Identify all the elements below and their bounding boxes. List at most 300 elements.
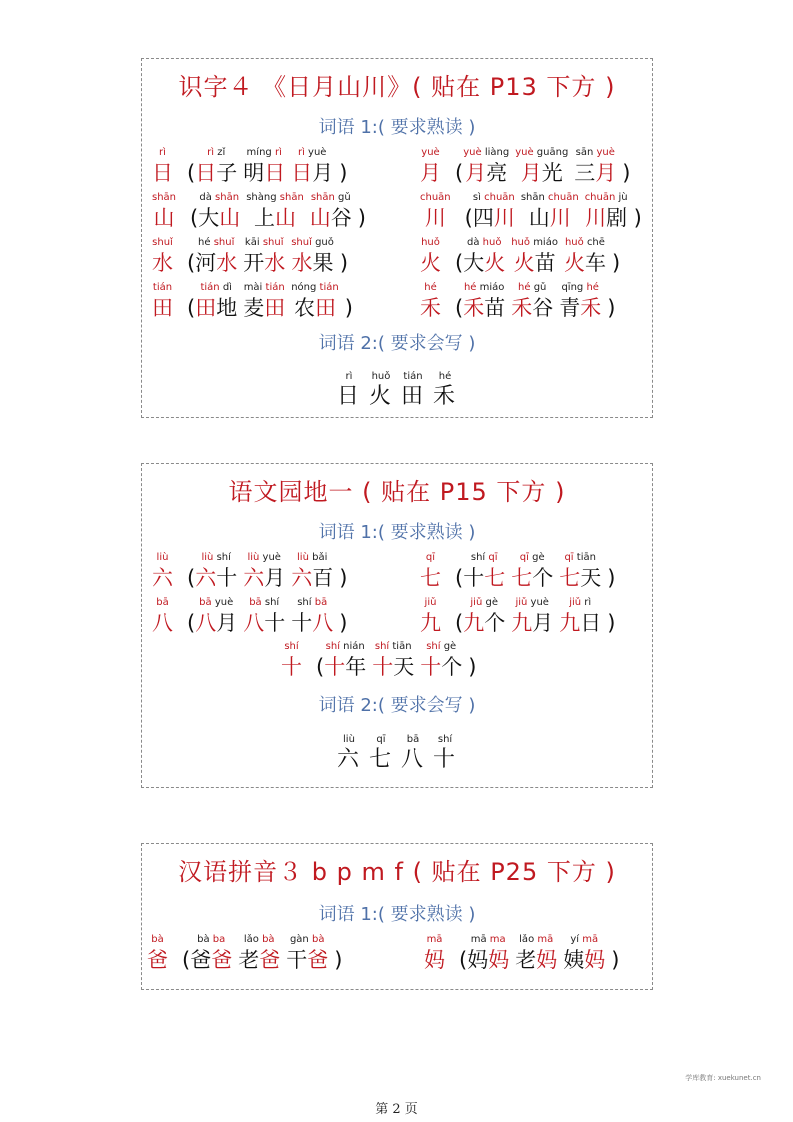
page-number: 第 2 页 [375,1102,418,1117]
hanzi: 田 [314,296,336,320]
word [563,934,605,972]
hanzi: 个 [441,655,463,679]
pinyin-syllable: liù [201,552,214,563]
write-pinyin: qī [376,734,386,745]
card-title: 识字４ 《日月山川》( 贴在 P13 下方 ) [178,73,616,101]
word [291,552,333,590]
entry [420,597,615,635]
paren-close: ) [611,948,620,972]
word-pinyin [564,552,596,564]
hanzi: 月 [595,161,617,185]
head-pinyin [152,237,173,249]
paren-open: ( [187,296,196,320]
word-hanzi [372,655,414,679]
head-hanzi [424,948,445,972]
pinyin-syllable: gè [532,552,545,563]
hanzi: 剧 [606,206,628,230]
paren-close: ) [344,296,353,320]
word-pinyin [246,192,304,204]
write-char [401,734,425,772]
word-pinyin [426,641,456,653]
word [195,552,237,590]
paren-close: ) [633,206,642,230]
hanzi: 火 [420,251,441,275]
word [511,552,553,590]
word-hanzi [195,611,237,635]
head-pinyin [425,597,437,609]
hanzi: 百 [312,566,334,590]
paren-open: ( [459,948,468,972]
pinyin-syllable: qī [564,552,574,563]
hanzi: 谷 [532,296,554,320]
hanzi: 苗 [484,296,506,320]
word-pinyin [207,147,225,159]
write-section-label: 词语 2:( 要求会写 ) [318,695,476,716]
word-pinyin [297,552,327,564]
paren-open: ( [455,611,464,635]
pinyin-syllable: jiǔ [424,597,437,608]
hanzi: 水 [264,251,286,275]
paren-close: ) [622,161,631,185]
pinyin-syllable: jù [618,192,628,203]
head-char [420,237,441,275]
pinyin-syllable: hé [586,282,599,293]
pinyin-syllable: ma [489,934,506,945]
word-hanzi [294,296,336,320]
hanzi: 妈 [467,948,489,972]
hanzi: 年 [345,655,367,679]
word-hanzi [473,206,515,230]
pinyin-syllable: bà [262,934,275,945]
write-pinyin: bā [406,734,420,745]
head-char [420,597,441,635]
word-hanzi [198,206,240,230]
hanzi: 果 [312,251,334,275]
pinyin-syllable: huǒ [564,237,584,248]
hanzi: 七 [559,566,581,590]
pinyin-syllable: liù [247,552,260,563]
paren-close: ) [339,161,348,185]
paren-close: ) [607,566,616,590]
word-hanzi [291,611,333,635]
word-pinyin [298,147,327,159]
word-hanzi [463,611,505,635]
pinyin-syllable: yuè [463,147,482,158]
word-pinyin [297,597,327,609]
write-chars [142,734,652,772]
pinyin-syllable: gǔ [533,282,547,293]
head-hanzi [152,161,173,185]
hanzi: 火 [563,251,585,275]
head-pinyin [157,552,169,564]
paren-close: ) [607,296,616,320]
head-char [152,147,173,185]
word-hanzi [292,251,334,275]
write-char [401,371,425,409]
pinyin-syllable: yuè [214,597,234,608]
hanzi: 天 [580,566,602,590]
write-hanzi: 日 [336,384,361,409]
word [195,597,237,635]
pinyin-syllable: huǒ [511,237,530,248]
word [463,237,505,275]
pinyin-syllable: jiǔ [470,597,483,608]
hanzi: 九 [559,611,581,635]
word-pinyin [199,192,239,204]
pinyin-syllable: míng [246,147,272,158]
word-pinyin [565,237,605,249]
word [467,934,509,972]
paren-open: ( [190,206,199,230]
head-pinyin [153,282,172,294]
head-pinyin [420,192,451,204]
pinyin-syllable: shàng [246,192,277,203]
pinyin-syllable: tián [152,282,173,293]
hanzi: 开 [243,251,265,275]
word-pinyin [247,147,282,159]
pinyin-syllable: bà [311,934,325,945]
hanzi: 田 [195,296,217,320]
head-hanzi [420,296,441,320]
hanzi: 八 [152,611,173,635]
entry [420,282,615,320]
hanzi: 日 [291,161,313,185]
word [559,552,601,590]
paren-open: ( [187,251,196,275]
pinyin-syllable: huǒ [421,237,440,248]
pinyin-syllable: yuè [308,147,327,158]
word-hanzi [243,251,285,275]
word [291,147,333,185]
hanzi: 十 [216,566,238,590]
hanzi: 水 [152,251,173,275]
word [238,934,280,972]
pinyin-syllable: gè [485,597,498,608]
read-section-label: 词语 1:( 要求熟读 ) [318,904,476,925]
pinyin-syllable: rì [274,147,282,158]
paren-close: ) [607,611,616,635]
hanzi: 七 [420,566,441,590]
pinyin-syllable: rì [159,147,166,158]
word-hanzi [195,251,237,275]
head-char [420,552,441,590]
pinyin-syllable: nóng [291,282,317,293]
pinyin-syllable: shí [470,552,486,563]
paren-close: ) [339,566,348,590]
hanzi: 八 [312,611,334,635]
word [511,597,553,635]
paren-open: ( [455,251,464,275]
write-char [433,371,457,409]
pinyin-syllable: sān [575,147,594,158]
head-char [152,552,173,590]
hanzi: 川 [585,206,607,230]
pinyin-syllable: lǎo [519,934,535,945]
head-hanzi [152,251,173,275]
word-hanzi [254,206,296,230]
word [463,552,505,590]
pinyin-syllable: dà [466,237,480,248]
hanzi: 四 [472,206,494,230]
head-hanzi [154,206,175,230]
paren-open: ( [455,296,464,320]
word-hanzi [243,566,285,590]
write-char [369,371,393,409]
pinyin-syllable: hé [424,282,437,293]
entry [281,641,476,679]
word-hanzi [563,948,605,972]
write-hanzi: 七 [368,747,393,772]
entry [152,552,347,590]
pinyin-syllable: miáo [533,237,558,248]
word-pinyin [569,597,591,609]
head-pinyin [151,934,163,946]
word-hanzi [463,566,505,590]
word [243,237,285,275]
head-char [420,147,441,185]
pinyin-syllable: chē [586,237,605,248]
hanzi: 姨 [563,948,585,972]
hanzi: 老 [238,948,260,972]
word-hanzi [585,206,627,230]
pinyin-syllable: shí [325,641,340,652]
write-hanzi: 八 [401,747,426,772]
pinyin-syllable: gǔ [338,192,351,203]
write-hanzi: 田 [401,384,426,409]
hanzi: 火 [484,251,506,275]
hanzi: 爸 [147,948,168,972]
head-char [424,934,445,972]
paren-close: ) [357,206,366,230]
pinyin-syllable: tián [265,282,285,293]
word-hanzi [238,948,280,972]
pinyin-syllable: shí [216,552,231,563]
word-pinyin [519,934,553,946]
hanzi: 九 [463,611,485,635]
word [372,641,414,679]
write-char [337,371,361,409]
pinyin-syllable: bǎi [312,552,328,563]
pinyin-syllable: gàn [289,934,309,945]
hanzi: 八 [243,611,265,635]
pinyin-syllable: nián [343,641,365,652]
head-hanzi [420,611,441,635]
entry [152,282,353,320]
word-hanzi [463,296,505,320]
head-pinyin [421,237,440,249]
write-hanzi: 十 [433,747,458,772]
word [521,192,579,230]
entry [420,147,631,185]
paren-open: ( [187,161,196,185]
write-hanzi: 火 [368,384,393,409]
entry [424,934,619,972]
word [511,237,558,275]
head-char [147,934,168,972]
write-section-label: 词语 2:( 要求会写 ) [318,333,476,354]
head-hanzi [152,611,173,635]
hanzi: 亮 [486,161,508,185]
pinyin-syllable: tián [319,282,339,293]
pinyin-syllable: gè [443,641,457,652]
head-char [152,282,173,320]
word-pinyin [576,147,615,159]
word-hanzi [243,611,285,635]
pinyin-syllable: tiān [392,641,412,652]
hanzi: 八 [195,611,217,635]
hanzi: 大 [198,206,220,230]
pinyin-syllable: rì [297,147,305,158]
word-hanzi [465,161,507,185]
word-pinyin [200,282,232,294]
word [243,147,285,185]
word-hanzi [243,161,285,185]
hanzi: 山 [153,206,175,230]
pinyin-syllable: zǐ [217,147,226,158]
word [515,147,568,185]
pinyin-syllable: qī [488,552,498,563]
hanzi: 日 [264,161,286,185]
word-pinyin [249,597,279,609]
word [463,597,505,635]
hanzi: 山 [275,206,296,230]
pinyin-syllable: ba [212,934,226,945]
head-pinyin [284,641,298,653]
pinyin-syllable: guǒ [315,237,334,248]
paren-close: ) [334,948,343,972]
hanzi: 月 [532,611,554,635]
pinyin-syllable: shān [215,192,240,203]
head-char [281,641,302,679]
pinyin-syllable: shān [152,192,177,203]
hanzi: 十 [291,611,313,635]
pinyin-syllable: shuǐ [213,237,235,248]
word [463,147,509,185]
hanzi: 日 [580,611,602,635]
hanzi: 月 [465,161,487,185]
word-hanzi [559,296,601,320]
paren-close: ) [339,251,349,275]
word-hanzi [521,161,563,185]
word-pinyin [198,237,234,249]
paren-open: ( [464,206,473,230]
pinyin-syllable: yuè [515,147,534,158]
word [243,597,285,635]
word-pinyin [247,552,281,564]
hanzi: 六 [152,566,173,590]
pinyin-syllable: shí [264,597,280,608]
pinyin-syllable: yuè [421,147,440,158]
word-pinyin [515,597,549,609]
word [286,934,328,972]
word-pinyin [290,934,325,946]
hanzi: 爸 [190,948,212,972]
word [243,282,285,320]
write-chars [142,371,652,409]
word-pinyin [520,552,545,564]
pinyin-syllable: jiǔ [569,597,582,608]
word-hanzi [514,251,556,275]
hanzi: 禾 [420,296,441,320]
hanzi: 十 [372,655,394,679]
card-rimoshanchuan [141,58,653,418]
card-yuwenyuandi [141,463,653,788]
head-hanzi [420,251,441,275]
hanzi: 河 [195,251,217,275]
paren-close: ) [611,251,621,275]
word-hanzi [564,251,606,275]
hanzi: 爸 [307,948,329,972]
word [473,192,515,230]
head-hanzi [147,948,168,972]
pinyin-syllable: shān [279,192,304,203]
hanzi: 十 [281,655,302,679]
pinyin-syllable: mā [582,934,599,945]
write-pinyin: hé [438,371,452,382]
word-hanzi [195,566,237,590]
pinyin-syllable: miáo [479,282,505,293]
word [190,934,232,972]
card-title: 汉语拼音３ b p m f ( 贴在 P25 下方 ) [178,858,616,886]
word-pinyin [471,934,506,946]
head-char [152,237,173,275]
word-hanzi [286,948,328,972]
hanzi: 禾 [511,296,533,320]
entry [152,597,347,635]
hanzi: 川 [549,206,571,230]
hanzi: 水 [291,251,313,275]
pinyin-syllable: shí [297,597,312,608]
word-pinyin [245,237,284,249]
pinyin-syllable: rì [207,147,215,158]
word [564,237,606,275]
pinyin-syllable: bā [156,597,169,608]
word-hanzi [559,566,601,590]
hanzi: 月 [264,566,286,590]
word-hanzi [467,948,509,972]
pinyin-syllable: mài [243,282,263,293]
hanzi: 子 [216,161,238,185]
pinyin-syllable: shuǐ [291,237,312,248]
word-hanzi [511,296,553,320]
pinyin-syllable: liù [156,552,169,563]
head-hanzi [420,161,441,185]
word [195,237,237,275]
hanzi: 月 [216,611,238,635]
hanzi: 个 [532,566,554,590]
hanzi: 川 [424,206,446,230]
word-hanzi [574,161,616,185]
word-pinyin [463,147,509,159]
hanzi: 老 [515,948,537,972]
hanzi: 爸 [259,948,281,972]
hanzi: 十 [324,655,346,679]
word-pinyin [326,641,365,653]
pinyin-syllable: mā [470,934,487,945]
watermark: 学库教育: xuekunet.cn [685,1074,761,1082]
pinyin-syllable: bā [199,597,212,608]
head-pinyin [152,192,176,204]
pinyin-syllable: hé [518,282,531,293]
word-pinyin [470,597,498,609]
card-title: 语文园地一 ( 贴在 P15 下方 ) [228,478,566,506]
word-hanzi [515,948,557,972]
word-pinyin [197,934,225,946]
pinyin-syllable: bā [249,597,262,608]
pinyin-syllable: hé [463,282,477,293]
hanzi: 七 [511,566,533,590]
hanzi: 山 [309,206,331,230]
